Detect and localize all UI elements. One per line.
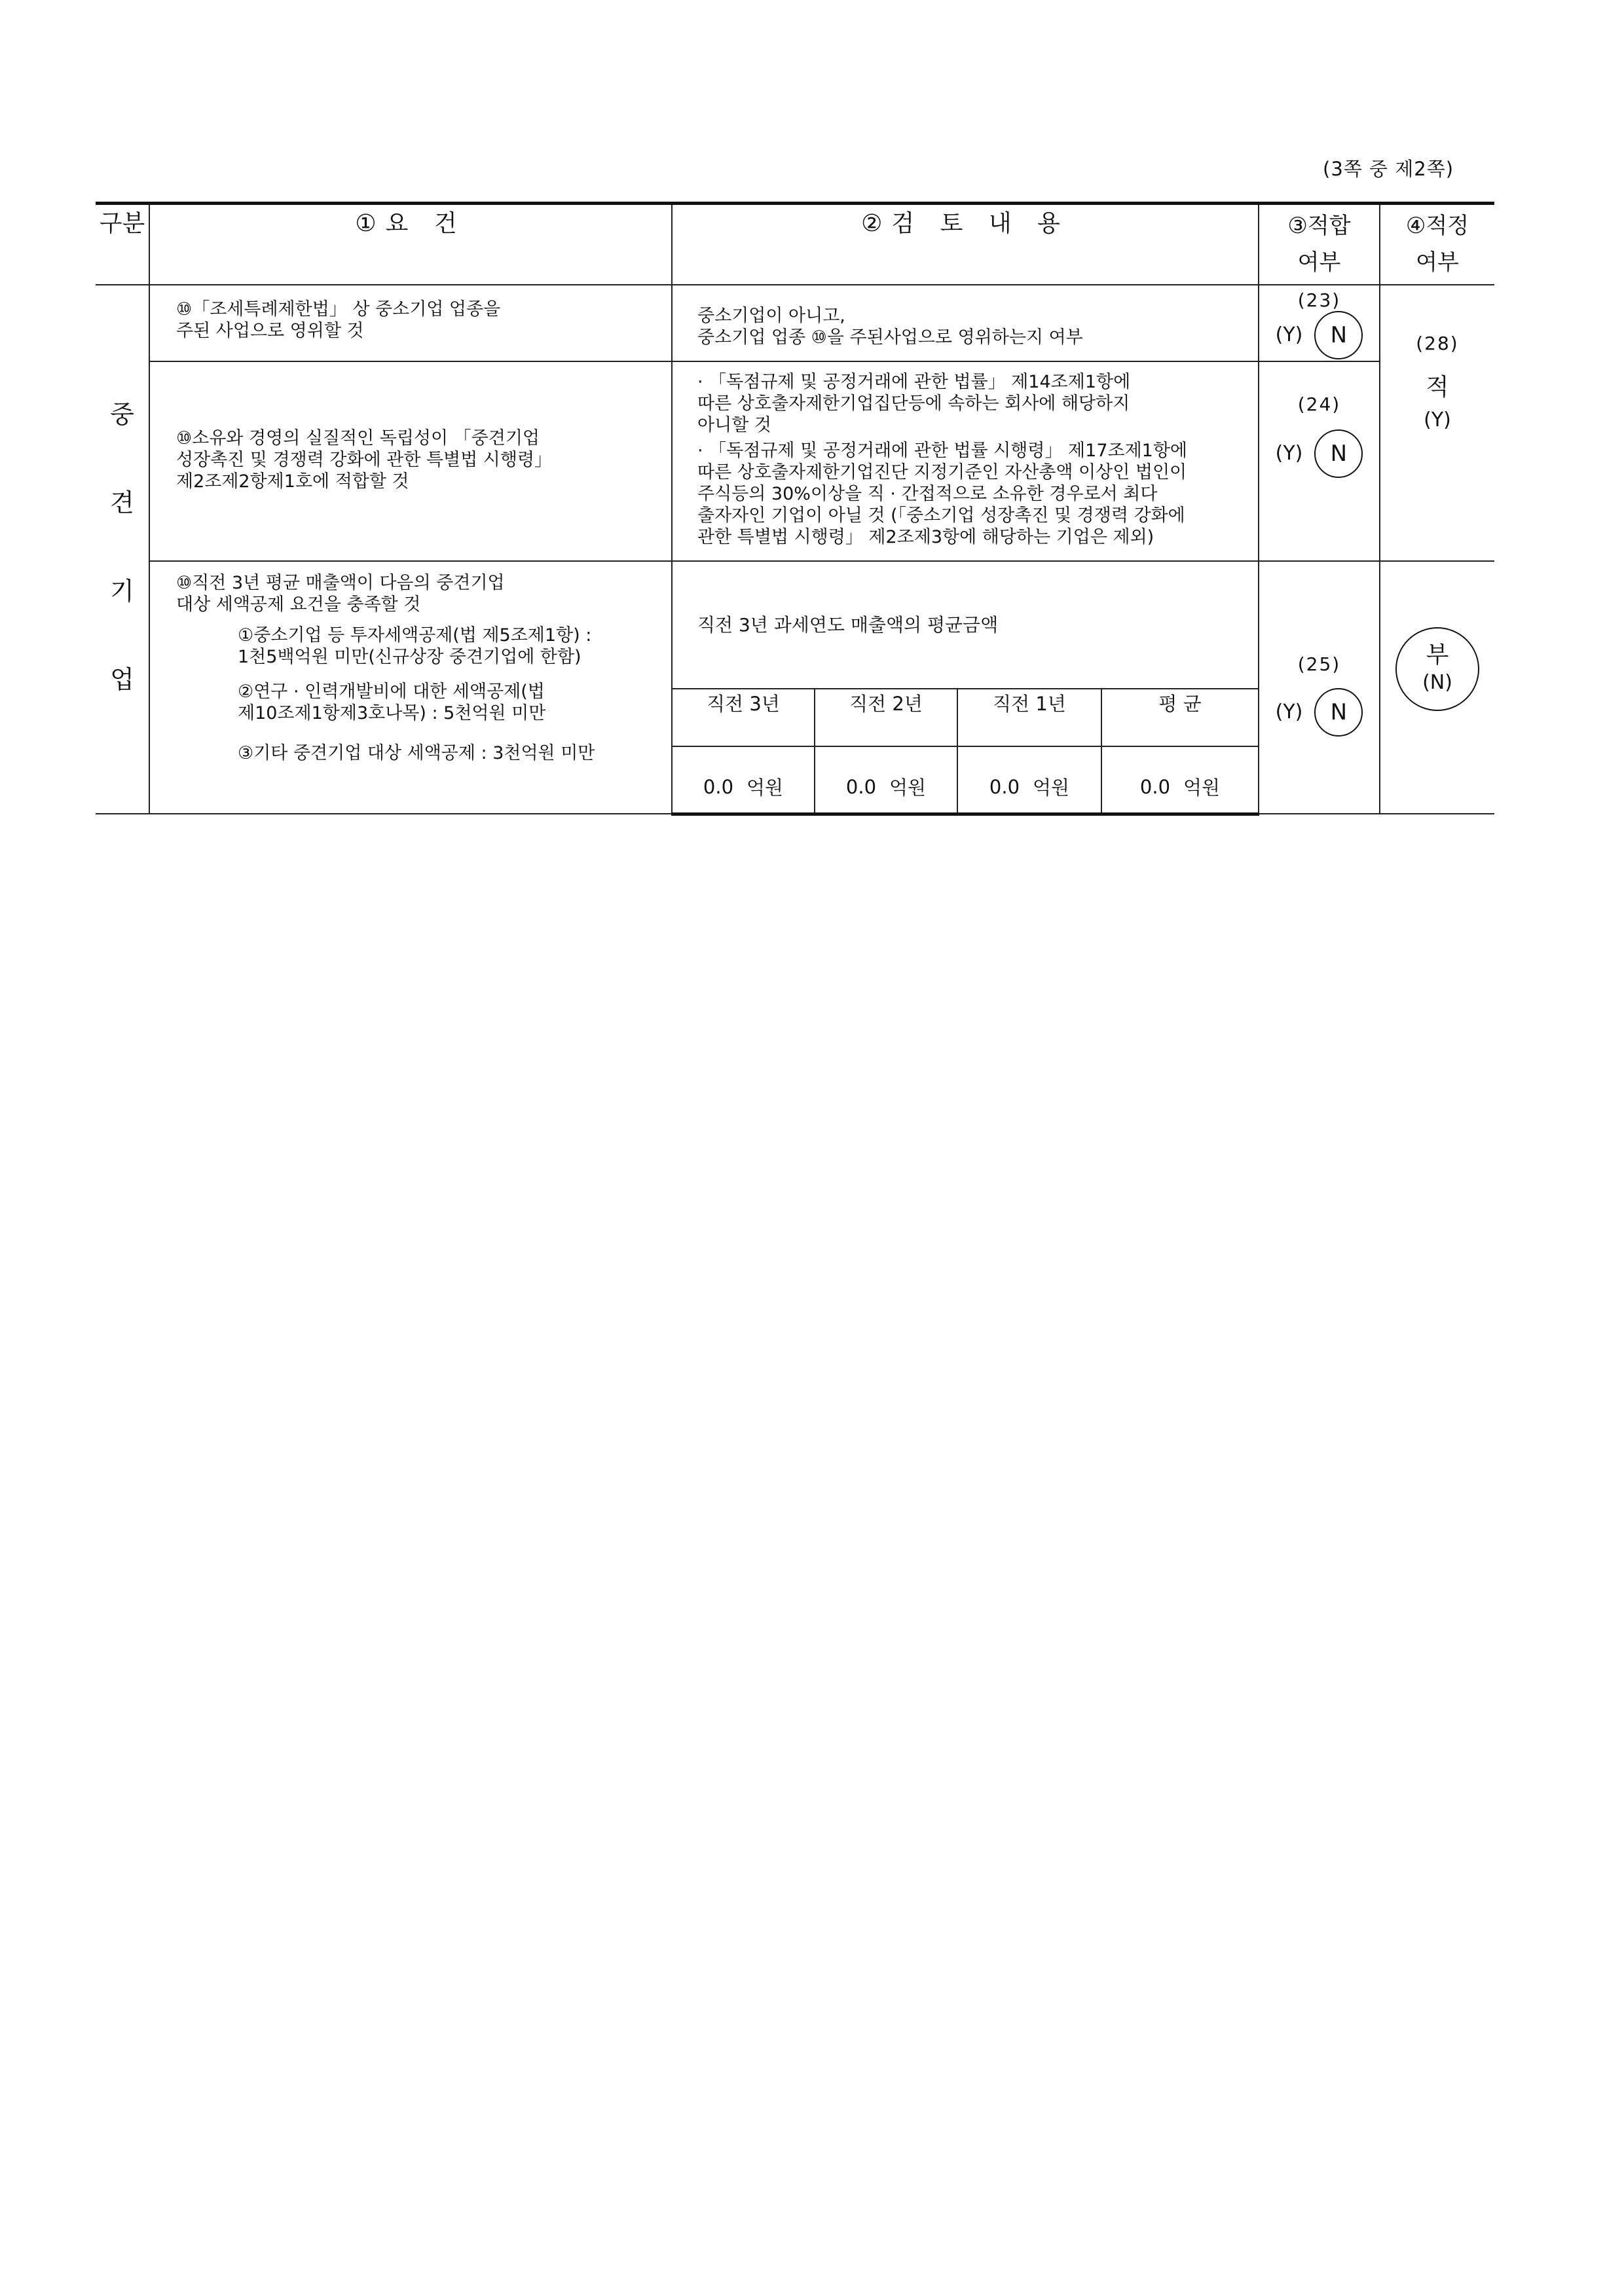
option-no-circled[interactable]: N (1314, 429, 1363, 478)
col-year-2: 직전 2년 (849, 692, 923, 715)
col-year-1: 직전 1년 (993, 692, 1066, 715)
amount-year-1: 0.0 억원 (989, 775, 1070, 799)
fit-check-25: (25) (Y) N (1259, 562, 1379, 737)
requirement-107: ⑩「조세특례제한법」 상 중소기업 업종을 주된 사업으로 영위할 것 (176, 299, 501, 341)
fit-check-24: (24) (Y) N (1259, 362, 1379, 478)
option-yes[interactable]: (Y) (1275, 701, 1303, 723)
requirement-item-1: ①중소기업 등 투자세액공제(법 제5조제1항) : 1천5백억원 미만(신규상장 중견기업에 한함) (238, 625, 592, 667)
amount-year-2: 0.0 억원 (845, 775, 927, 799)
review-108: · 「독점규제 및 공정거래에 관한 법률」 제14조제1항에 따른 상호출자제한기업집단등에 속하는 회사에 해당하지 아니할 것 · 「독점규제 및 공정거래에 관한 법률 시행령」 제17조제1항에 따른 상호출자제한기업진단 지정기준인 자산총액 이상인 법인이 주식등의 30%이상을 직 · 간접적으로 소유한 경우로서 최다 출자자인 기업이 아닐 것 (「중소기업 성장촉진 및 경쟁력 강화에 관한 특별법 시행령」 제2조제3항에 해당하는 기업은 제외) (697, 371, 1187, 547)
col-average: 평 균 (1158, 692, 1202, 715)
header-fit: ③적합 여부 (1287, 213, 1351, 276)
header-requirement: ①요 건 (355, 210, 466, 237)
final-verdict-upper: (28) 적 (Y) (1416, 332, 1459, 431)
final-verdict-lower (1380, 562, 1494, 711)
review-109-title: 직전 3년 과세연도 매출액의 평균금액 (697, 613, 999, 636)
verdict-circled-no[interactable]: 부 (N) (1395, 627, 1479, 711)
option-yes[interactable]: (Y) (1275, 442, 1303, 465)
division-label: 중 견 기 업 (110, 399, 134, 694)
header-review: ②검 토 내 용 (861, 210, 1069, 237)
requirement-108: ⑩소유와 경영의 실질적인 독립성이 「중견기업 성장촉진 및 경쟁력 강화에 관한 특별법 시행령」 제2조제2항제1호에 적합할 것 (176, 428, 553, 492)
option-yes[interactable]: (Y) (1275, 323, 1303, 346)
fit-check-23: (23) (Y) N (1259, 285, 1379, 359)
review-form-table (96, 202, 1494, 816)
amount-year-3: 0.0 억원 (703, 775, 784, 799)
requirement-109: ⑩직전 3년 평균 매출액이 다음의 중견기업 대상 세액공제 요건을 충족할 것 ①중소기업 등 투자세액공제(법 제5조제1항) : 1천5백억원 미만(신규상장 중견기업에 한함) ②연구 · 인력개발비에 대한 세액공제(법 제10조제1항제3호나목) : 5천억원 미만 ③기타 중견기업 대상 세액공제 : 3천억원 미만 (150, 562, 671, 764)
page-number: (3쪽 중 제2쪽) (1323, 158, 1454, 180)
review-107: 중소기업이 아니고, 중소기업 업종 ⑩을 주된사업으로 영위하는지 여부 (697, 305, 1083, 348)
col-year-3: 직전 3년 (707, 692, 780, 715)
option-no-circled[interactable]: N (1314, 311, 1363, 359)
amount-average: 0.0 억원 (1139, 775, 1221, 799)
header-final: ④적정 여부 (1405, 213, 1469, 276)
requirement-item-3: ③기타 중견기업 대상 세액공제 : 3천억원 미만 (238, 742, 595, 763)
option-no-circled[interactable]: N (1314, 688, 1363, 737)
header-division: 구분 (99, 210, 145, 237)
requirement-item-2: ②연구 · 인력개발비에 대한 세액공제(법 제10조제1항제3호나목) : 5천억원 미만 (238, 681, 546, 723)
